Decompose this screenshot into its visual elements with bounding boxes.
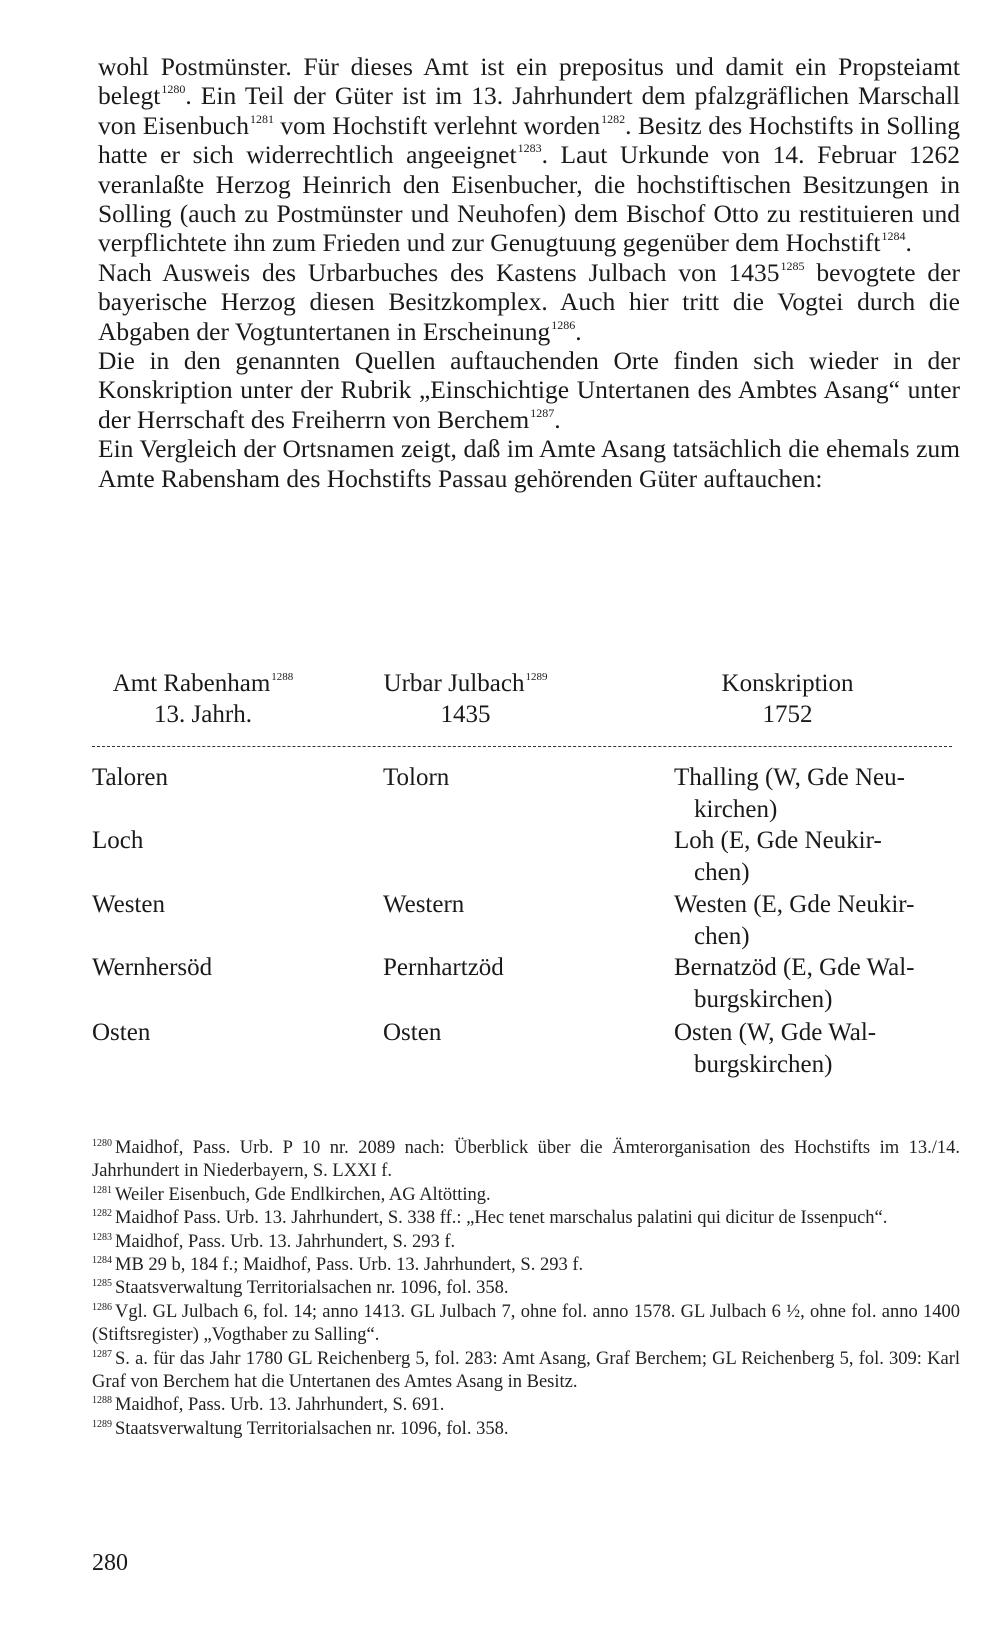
footnote-number: 1287: [92, 1348, 112, 1360]
footnote-text: S. a. für das Jahr 1780 GL Reichenberg 5, fol. 283: Amt Asang, Graf Berchem; GL Reichenberg 5, fol. 309: Karl Graf von Berchem hat die Untertanen des Amtes Asang in Besitz.: [92, 1348, 960, 1393]
cell-konskription: [674, 825, 959, 889]
footnote: [92, 1301, 960, 1348]
paragraph: [98, 52, 960, 258]
cell-amt-rabenham: Wernhersöd: [92, 954, 213, 981]
cell-amt-rabenham: Westen: [92, 891, 165, 918]
header-subtitle: 1435: [440, 701, 491, 728]
paragraph-text: .: [575, 316, 582, 346]
footnote: [92, 1207, 960, 1230]
footnote-ref: 1289: [525, 671, 548, 683]
footnote: [92, 1137, 960, 1184]
footnote-number: 1288: [92, 1395, 112, 1407]
footnote-ref: 1284: [881, 229, 906, 244]
cell-amt-rabenham: Taloren: [92, 764, 168, 791]
cell-konskription: [674, 762, 959, 826]
paragraph-text: . Laut Urkunde von 14. Februar 1262 veranlaßte Herzog Heinrich den Eisenbucher, die hochstiftischen Besitzungen in Solling (auch zu Postmünster und Neuhofen) dem Bischof Otto zu restituieren und verpflichtete ihn zum Frieden und zur Genugtuung gegenüber dem Hochstift: [98, 140, 960, 258]
footnote-number: 1289: [92, 1418, 112, 1430]
cell-line: Bernatzöd (E, Gde Wal-: [674, 954, 915, 981]
footnote: [92, 1277, 960, 1300]
footnote-text: Vgl. GL Julbach 6, fol. 14; anno 1413. GL Julbach 7, ohne fol. anno 1578. GL Julbach 6 ½, ohne fol. anno 1400 (Stiftsregister) „Vogthaber zu Salling“.: [92, 1301, 960, 1346]
page-number: 280: [92, 1550, 128, 1576]
paragraph: [98, 434, 960, 493]
paragraph-text: Nach Ausweis des Urbarbuches des Kastens Julbach von 1435: [98, 257, 780, 287]
footnote-text: Maidhof, Pass. Urb. 13. Jahrhundert, S. 293 f.: [115, 1231, 456, 1252]
footnote-number: 1282: [92, 1208, 112, 1220]
footnote-ref: 1286: [551, 317, 576, 332]
header-konskription: [660, 668, 915, 730]
cell-konskription: [674, 889, 959, 953]
footnote-ref: 1282: [601, 111, 626, 126]
paragraph-text: Ein Vergleich der Ortsnamen zeigt, daß im Amte Asang tatsächlich die ehemals zum Amte Rabensham des Hochstifts Passau gehörenden Güter auftauchen:: [98, 434, 960, 493]
header-subtitle: 13. Jahrh.: [154, 701, 252, 728]
paragraph-text: wohl Postmünster. Für dieses Amt ist ein prepositus und damit ein Propsteiamt belegt: [98, 52, 960, 111]
footnote-text: Weiler Eisenbuch, Gde Endlkirchen, AG Altötting.: [115, 1184, 491, 1205]
cell-line: Loh (E, Gde Neukir-: [674, 827, 882, 854]
footnote-text: Staatsverwaltung Territorialsachen nr. 1096, fol. 358.: [115, 1418, 509, 1439]
header-title: Amt Rabenham: [112, 670, 271, 697]
footnote-number: 1280: [92, 1138, 112, 1149]
header-amt-rabenham: [88, 668, 318, 730]
paragraph-text: bevogtete der bayerische Herzog diesen Besitzkomplex. Auch hier tritt die Vogtei durch die Abgaben der Vogtuntertanen in Erscheinung: [98, 257, 960, 346]
cell-line-continued: burgskirchen): [694, 1051, 833, 1078]
cell-line: Osten (W, Gde Wal-: [674, 1019, 877, 1046]
footnote-number: 1281: [92, 1184, 112, 1196]
cell-urbar-julbach: Western: [383, 891, 465, 918]
paragraph-text: .: [905, 228, 912, 258]
body-text: [98, 52, 960, 493]
footnote-ref: 1283: [517, 141, 542, 156]
cell-amt-rabenham: Loch: [92, 827, 144, 854]
footnote-ref: 1287: [530, 405, 555, 420]
footnote-text: Maidhof, Pass. Urb. P 10 nr. 2089 nach: Überblick über die Ämterorganisation des Hochstifts im 13./14. Jahrhundert in Niederbayern, S. LXXI f.: [92, 1138, 960, 1182]
paragraph-text: Die in den genannten Quellen auftauchenden Orte finden sich wieder in der Konskription unter der Rubrik „Einschichtige Untertanen des Ambtes Asang“ unter der Herrschaft des Freiherrn von Berchem: [98, 346, 960, 434]
footnote: [92, 1394, 960, 1417]
header-subtitle: 1752: [762, 701, 813, 728]
footnote-number: 1284: [92, 1255, 112, 1267]
header-title: Konskription: [721, 670, 854, 697]
footnote: [92, 1254, 960, 1277]
footnote-text: MB 29 b, 184 f.; Maidhof, Pass. Urb. 13. Jahrhundert, S. 293 f.: [115, 1255, 584, 1276]
paragraph: [98, 258, 960, 346]
footnote-ref: 1288: [271, 671, 294, 683]
header-title: Urbar Julbach: [383, 670, 525, 697]
paragraph: [98, 346, 960, 434]
footnote-number: 1285: [92, 1278, 112, 1290]
header-urbar-julbach: [368, 668, 563, 730]
paragraph-text: .: [554, 404, 561, 434]
footnote-number: 1283: [92, 1231, 112, 1243]
cell-urbar-julbach: Tolorn: [383, 764, 450, 791]
footnote-text: Maidhof, Pass. Urb. 13. Jahrhundert, S. 691.: [115, 1395, 445, 1416]
footnote: [92, 1231, 960, 1254]
footnote: [92, 1418, 960, 1441]
footnote-text: Staatsverwaltung Territorialsachen nr. 1096, fol. 358.: [115, 1278, 509, 1299]
footnote-ref: 1280: [161, 82, 186, 97]
cell-line-continued: chen): [694, 923, 750, 950]
cell-amt-rabenham: Osten: [92, 1019, 151, 1046]
footnote-ref: 1281: [249, 111, 274, 126]
footnote: [92, 1348, 960, 1395]
cell-line-continued: chen): [694, 859, 750, 886]
footnotes: [92, 1137, 960, 1441]
cell-line: Westen (E, Gde Neukir-: [674, 891, 915, 918]
paragraph-text: vom Hochstift verlehnt worden: [273, 110, 601, 140]
cell-urbar-julbach: Osten: [383, 1019, 442, 1046]
cell-line-continued: burgskirchen): [694, 986, 833, 1013]
table-divider: [92, 746, 952, 747]
cell-line-continued: kirchen): [694, 796, 778, 823]
footnote-text: Maidhof Pass. Urb. 13. Jahrhundert, S. 338 ff.: „Hec tenet marschalus palatini qui dicitur de Issenpuch“.: [115, 1208, 888, 1229]
footnote: [92, 1184, 960, 1207]
paragraph-text: . Besitz des Hochstifts in Solling hatte er sich widerrechtlich angeeignet: [98, 110, 960, 170]
footnote-ref: 1285: [780, 258, 805, 273]
cell-urbar-julbach: Pernhartzöd: [383, 954, 504, 981]
footnote-number: 1286: [92, 1301, 112, 1313]
cell-line: Thalling (W, Gde Neu-: [674, 764, 905, 791]
paragraph-text: . Ein Teil der Güter ist im 13. Jahrhundert dem pfalzgräflichen Marschall von Eisenbuch: [98, 81, 960, 140]
cell-konskription: [674, 1017, 959, 1081]
cell-konskription: [674, 952, 959, 1016]
